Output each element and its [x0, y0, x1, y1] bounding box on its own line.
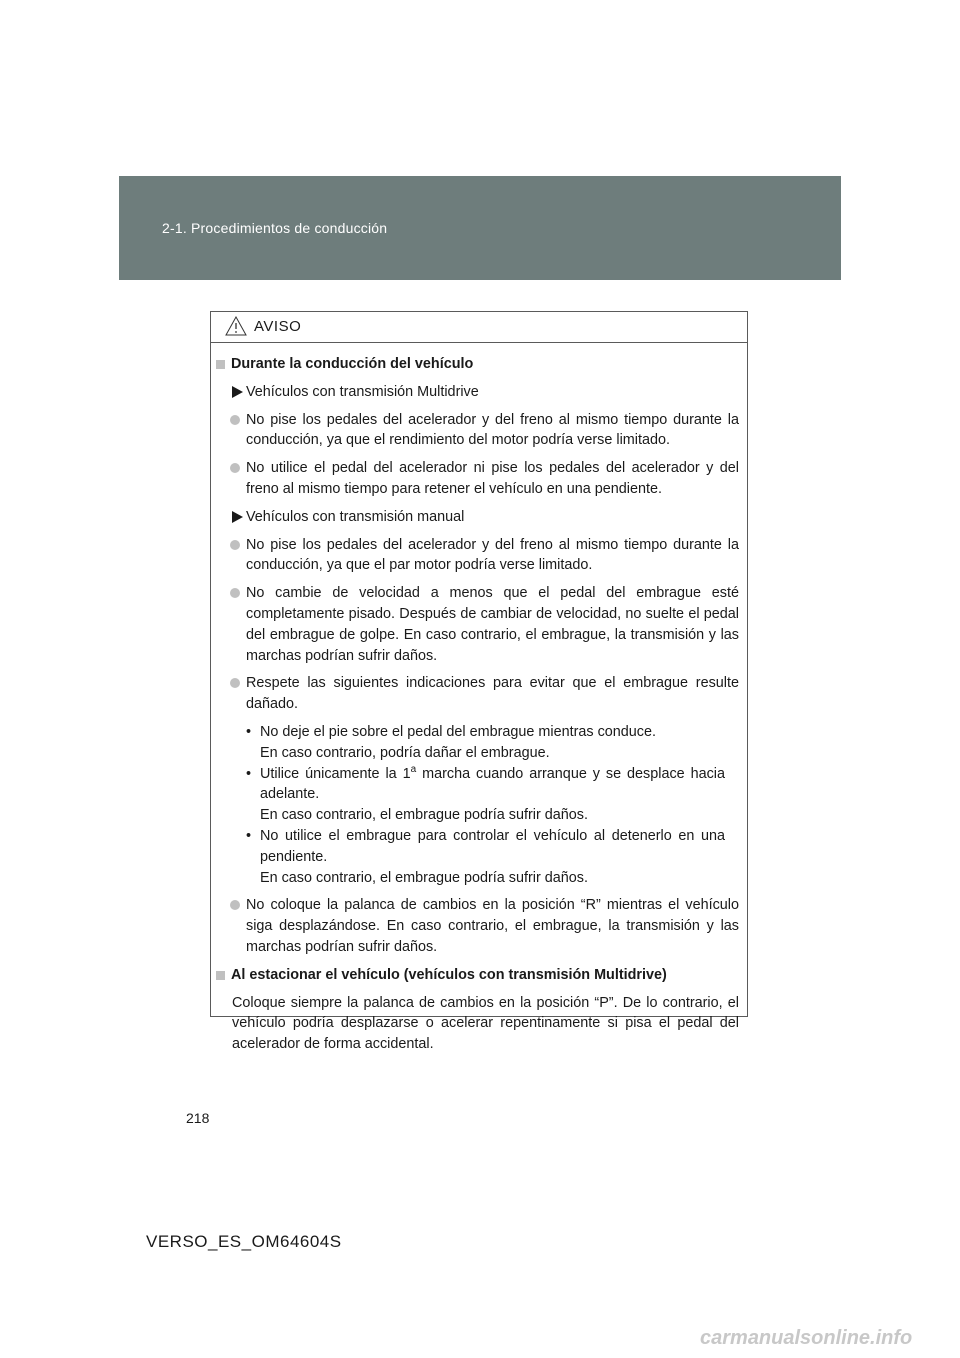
watermark: carmanualsonline.info: [700, 1327, 913, 1349]
circle-bullet-icon: [230, 900, 240, 910]
bullet-mark: •: [246, 723, 252, 740]
sub-bullet-item: [246, 826, 739, 888]
list-item-text: Respete las siguientes indicaciones para evitar que el embrague resulte dañado.: [246, 675, 739, 713]
sub-bullet-consequence: En caso contrario, podría dañar el embrague.: [260, 744, 550, 761]
subhead-manual: [215, 507, 739, 528]
circle-bullet-icon: [230, 415, 240, 425]
warning-header: [211, 312, 747, 343]
list-item-text: No cambie de velocidad a menos que el pedal del embrague esté completamente pisado. Después de cambiar de velocidad, no suelte el pedal del embrague de golpe. En caso contrario, el embrague, la transmisión y las marchas podrían sufrir daños.: [246, 585, 739, 664]
list-item: [215, 535, 739, 577]
sub-bullet-text-cont: marcha cuando arranque y se desplace hacia adelante.: [260, 765, 725, 803]
sub-bullet-item: [246, 722, 739, 764]
subhead-multidrive: [215, 382, 739, 403]
triangle-marker-icon: [232, 386, 243, 398]
sub-bullet-text: Utilice únicamente la 1: [260, 765, 411, 782]
sub-bullet-consequence: En caso contrario, el embrague podría sufrir daños.: [260, 807, 588, 824]
warning-box: [210, 311, 748, 1053]
warning-label: AVISO: [254, 318, 302, 335]
circle-bullet-icon: [230, 588, 240, 598]
warning-triangle-icon: [225, 316, 247, 336]
sub-bullet-list: [215, 722, 739, 888]
circle-bullet-icon: [230, 678, 240, 688]
list-item: [215, 895, 739, 957]
section-title: 2-1. Procedimientos de conducción: [162, 220, 388, 236]
section-heading: [215, 965, 739, 986]
circle-bullet-icon: [230, 463, 240, 473]
document-code: VERSO_ES_OM64604S: [146, 1232, 342, 1251]
list-item-text: No pise los pedales del acelerador y del freno al mismo tiempo durante la conducción, ya que el par motor podría verse limitado.: [246, 536, 739, 574]
list-item-text: No utilice el pedal del acelerador ni pise los pedales del acelerador y del freno al mismo tiempo para retener el vehículo en una pendiente.: [246, 460, 739, 497]
circle-bullet-icon: [230, 540, 240, 550]
list-item: [215, 673, 739, 715]
sub-bullet-text: No utilice el embrague para controlar el vehículo al detenerlo en una pendiente.: [260, 827, 725, 865]
square-bullet-icon: [216, 360, 225, 369]
bullet-mark: •: [246, 765, 252, 782]
list-item: [215, 583, 739, 666]
warning-body: [211, 343, 747, 1055]
list-item-text: No pise los pedales del acelerador y del freno al mismo tiempo durante la conducción, ya que el rendimiento del motor podría verse limitado.: [246, 411, 739, 449]
ordinal-superscript: a: [410, 763, 417, 775]
list-item-text: No coloque la palanca de cambios en la posición “R” mientras el vehículo siga desplazándose. En caso contrario, el embrague, la transmisión y las marchas podrían sufrir daños.: [246, 897, 739, 955]
sub-bullet-item: [246, 764, 739, 826]
bullet-mark: •: [246, 827, 252, 844]
section-heading: [215, 354, 739, 375]
sub-bullet-consequence: En caso contrario, el embrague podría sufrir daños.: [260, 869, 588, 886]
subhead-text: Vehículos con transmisión manual: [246, 508, 465, 525]
page-number: 218: [186, 1110, 210, 1126]
list-item: [215, 410, 739, 452]
subhead-text: Vehículos con transmisión Multidrive: [246, 383, 479, 400]
list-item: [215, 458, 739, 500]
heading-text: Durante la conducción del vehículo: [231, 356, 474, 372]
heading-text: Al estacionar el vehículo (vehículos con transmisión Multidrive): [231, 966, 667, 983]
section-header-band: [119, 176, 841, 280]
triangle-marker-icon: [232, 511, 243, 523]
square-bullet-icon: [216, 971, 225, 980]
sub-bullet-text: No deje el pie sobre el pedal del embrague mientras conduce.: [260, 723, 656, 740]
section-paragraph: Coloque siempre la palanca de cambios en la posición “P”. De lo contrario, el vehículo podría desplazarse o acelerar repentinamente si pisa el pedal del acelerador de forma accidental.: [232, 994, 739, 1053]
